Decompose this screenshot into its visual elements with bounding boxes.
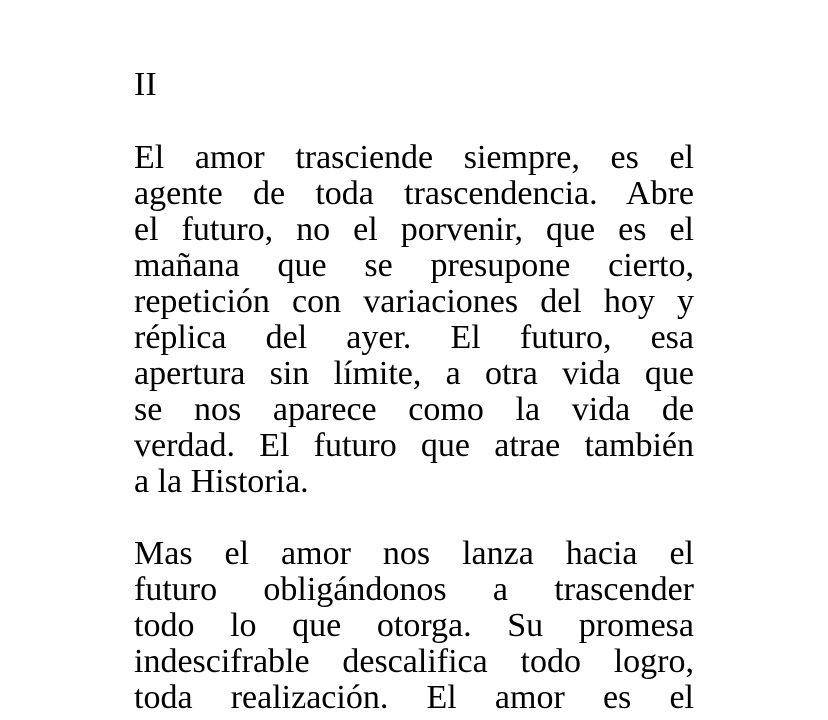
paragraph-line: se nos aparece como la vida de [134, 391, 694, 428]
paragraph-line: a la Historia. [134, 463, 309, 500]
paragraph-line: El amor trasciende siempre, es el [134, 139, 694, 176]
paragraph-line: mañana que se presupone cierto, [134, 247, 694, 284]
paragraph-line: repetición con variaciones del hoy y [134, 283, 694, 320]
paragraph-1 [134, 140, 694, 500]
paragraph-line: indescifrable descalifica todo logro, [134, 643, 694, 680]
paragraph-line: apertura sin límite, a otra vida que [134, 355, 694, 392]
paragraph-line: Mas el amor nos lanza hacia el [134, 535, 694, 572]
paragraph-2 [134, 536, 694, 716]
paragraph-line: agente de toda trascendencia. Abre [134, 175, 694, 212]
paragraph-line: el futuro, no el porvenir, que es el [134, 211, 694, 248]
paragraph-line: todo lo que otorga. Su promesa [134, 607, 694, 644]
paragraph-line: toda realización. El amor es el [134, 679, 694, 716]
paragraph-line: réplica del ayer. El futuro, esa [134, 319, 694, 356]
section-heading: II [134, 66, 157, 103]
paragraph-line: verdad. El futuro que atrae también [134, 427, 694, 464]
paragraph-line: futuro obligándonos a trascender [134, 571, 694, 608]
